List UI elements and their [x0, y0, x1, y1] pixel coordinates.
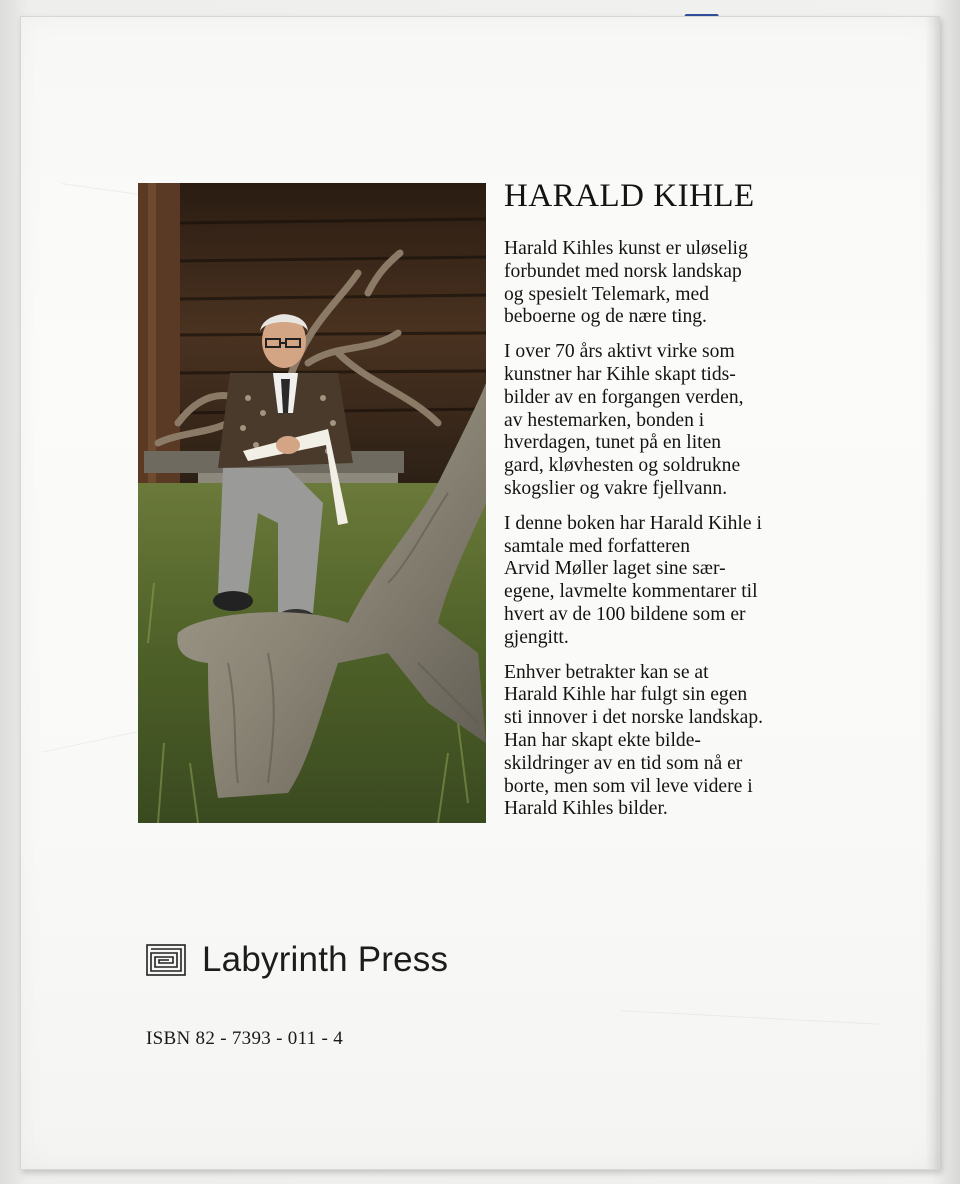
- text-line: gard, kløvhesten og soldrukne: [504, 455, 741, 477]
- text-line: bilder av en forgangen verden,: [504, 386, 744, 408]
- text-line: hvert av de 100 bildene som er: [504, 603, 746, 625]
- text-line: Harald Kihle har fulgt sin egen: [504, 684, 748, 706]
- text-line: I denne boken har Harald Kihle i: [504, 512, 762, 534]
- labyrinth-logo-icon: [146, 944, 186, 976]
- description-paragraph-3: [504, 513, 816, 650]
- text-line: kunstner har Kihle skapt tids-: [504, 363, 736, 385]
- book-title: HARALD KIHLE: [504, 178, 755, 214]
- text-line: borte, men som vil leve videre i: [504, 775, 753, 797]
- text-line: samtale med forfatteren: [504, 535, 691, 557]
- text-line: gjengitt.: [504, 626, 569, 648]
- author-photo: [138, 183, 486, 823]
- author-photo-illustration: [138, 183, 486, 823]
- publisher-name: Labyrinth Press: [202, 940, 449, 979]
- publisher-block: [146, 940, 448, 980]
- text-line: hverdagen, tunet på en liten: [504, 432, 722, 454]
- isbn-number: ISBN 82 - 7393 - 011 - 4: [146, 1028, 344, 1049]
- jacket-fold-shadow: [925, 17, 939, 1169]
- text-line: I over 70 års aktivt virke som: [504, 341, 735, 363]
- text-line: sti innover i det norske landskap.: [504, 707, 764, 729]
- crease-mark: [621, 1010, 881, 1025]
- text-line: egene, lavmelte kommentarer til: [504, 581, 758, 603]
- description-paragraph-1: [504, 238, 816, 329]
- text-line: Harald Kihles kunst er uløselig: [504, 238, 748, 259]
- description-paragraph-4: [504, 662, 816, 822]
- text-line: Arvid Møller laget sine sær-: [504, 558, 726, 580]
- text-line: beboerne og de nære ting.: [504, 306, 707, 328]
- text-line: forbundet med norsk landskap: [504, 260, 742, 282]
- text-line: av hestemarken, bonden i: [504, 409, 705, 431]
- text-line: Harald Kihles bilder.: [504, 798, 668, 820]
- text-line: skildringer av en tid som nå er: [504, 752, 743, 774]
- text-line: skogslier og vakre fjellvann.: [504, 477, 728, 499]
- description-column: [504, 176, 816, 833]
- text-line: Enhver betrakter kan se at: [504, 661, 709, 683]
- text-line: og spesielt Telemark, med: [504, 283, 710, 305]
- description-paragraph-2: [504, 341, 816, 501]
- text-line: Han har skapt ekte bilde-: [504, 729, 701, 751]
